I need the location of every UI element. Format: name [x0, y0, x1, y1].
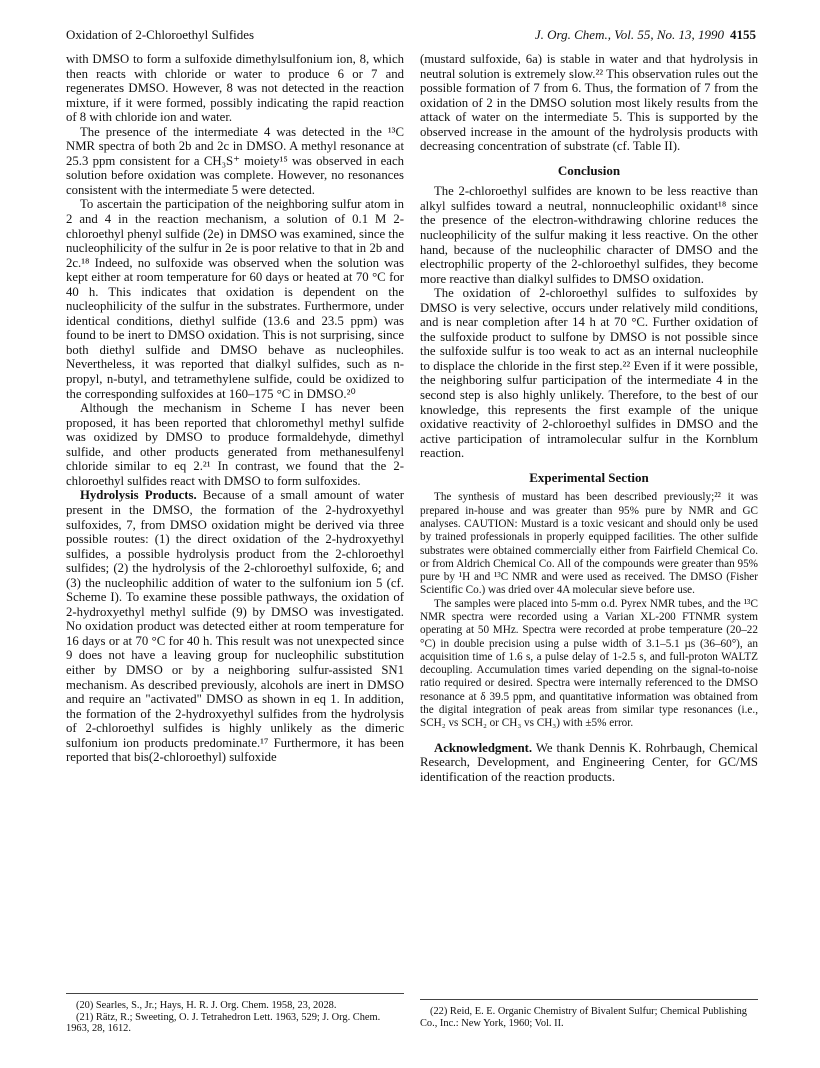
- paragraph: Although the mechanism in Scheme I has never been proposed, it has been reported that chloromethyl methyl sulfide was oxidized by DMSO to produce formaldehyde, dimethyl sulfide, and other products generated from methanesulfenyl chloride similar to eq 2.²¹ In contrast, we found that the 2-chloroethyl sulfides react with DMSO to form sulfoxides.: [66, 401, 404, 488]
- journal-citation-header: [535, 27, 756, 43]
- paragraph: The samples were placed into 5-mm o.d. Pyrex NMR tubes, and the ¹³C NMR spectra were recorded using a Varian XL-200 FTNMR system operating at 50 MHz. Spectra were recorded at probe temperature (20–22 °C) in double precision using a pulse width of 3.1–5.1 µs (36–60°), an acquisition time of 1.6 s, a pulse delay of 1-2.5 s, and full-proton WALTZ decoupling. Accumulation times varied depending on the signal-to-noise ratio required or desired. Spectra were internally referenced to the DMSO resonance at δ 39.5 ppm, and quantitative information was obtained from the digital integration of peak areas from similar type resonances (i.e., SCH₂ vs SCH₂ or CH₃ vs CH₃) with ±5% error.: [420, 597, 758, 730]
- footnote: (21) Rätz, R.; Sweeting, O. J. Tetrahedron Lett. 1963, 529; J. Org. Chem. 1963, 28, 1612.: [66, 1011, 381, 1034]
- journal-name: J. Org. Chem., Vol. 55, No. 13, 1990: [534, 27, 724, 42]
- paragraph-text: Because of a small amount of water present in the DMSO, the formation of the 2-hydroxyethyl sulfoxides, 7, from DMSO oxidation might be derived via three possible routes: (1) the direct oxidation of the 2-hydroxyethyl sulfides, a possible hydrolysis product from the 2-chloroethyl sulfides; (2) the hydrolysis of the 2-chloroethyl sulfoxide, 6; and (3) the nucleophilic addition of water to the sulfonium ion 5 (cf. Scheme I). To examine these possible pathways, the oxidation of 2-hydroxyethyl methyl sulfide (9) by DMSO was investigated. No oxidation product was detected either at room temperature for 16 days or at 70 °C for 40 h. This result was not unexpected since 9 does not have a leaving group for nucleophilic substitution either by DMSO or by a neighboring sulfur-assisted SN1 mechanism. As described previously, alcohols are inert in DMSO and require an "activated" DMSO as shown in eq 1. In addition, the formation of the 2-hydroxyethyl sulfides from the hydrolysis of 2-chloroethyl sulfides is highly unlikely as the dimeric sulfonium ion products predominate.¹⁷ Furthermore, it has been reported that bis(2-chloroethyl) sulfoxide: [66, 488, 404, 765]
- page-number: 4155: [730, 27, 756, 42]
- left-column: [66, 52, 404, 765]
- right-column: [420, 52, 758, 784]
- section-run-in-heading: Hydrolysis Products.: [80, 488, 197, 503]
- paragraph: with DMSO to form a sulfoxide dimethylsulfonium ion, 8, which then reacts with chloride or water to produce 6 or 7 and regenerates DMSO. However, 8 was not detected in the reaction mixture, if it were formed, possibly indicating the rapid reaction of 8 with chloride ion and water.: [66, 52, 404, 125]
- paragraph: The 2-chloroethyl sulfides are known to be less reactive than alkyl sulfides toward a neutral, nonnucleophilic oxidant¹⁸ since the presence of the electron-withdrawing chlorine reduces the nucleophilicity of the sulfur making it less reactive. On the other hand, because of the nucleophilic character of DMSO and the electrophilic property of the 2-chloroethyl sulfides, they become more reactive than dialkyl sulfides to DMSO oxidation.: [420, 184, 758, 286]
- acknowledgment-paragraph: [420, 741, 758, 785]
- footnote: (20) Searles, S., Jr.; Hays, H. R. J. Org. Chem. 1958, 23, 2028.: [76, 1000, 337, 1011]
- paragraph: The synthesis of mustard has been described previously;²² it was prepared in-house and was greater than 95% pure by NMR and GC analyses. CAUTION: Mustard is a toxic vesicant and should only be used by trained professionals in properly equipped facilities. The other sulfide substrates were obtained commercially either from Fairfield Chemical Co. or from Aldrich Chemical Co. All of the compounds were greater than 95% pure by ¹H and ¹³C NMR and were used as received. The DMSO (Fisher Scientific Co.) was dried over 4A molecular sieve before use.: [420, 491, 758, 597]
- hydrolysis-paragraph: [66, 488, 404, 764]
- paragraph-text: We thank Dennis K. Rohrbaugh, Chemical Research, Development, and Engineering Center, for GC/MS identification of the reaction products.: [420, 740, 758, 784]
- paragraph: To ascertain the participation of the neighboring sulfur atom in 2 and 4 in the reaction mechanism, a solution of 0.1 M 2-chloroethyl phenyl sulfide (2e) in DMSO was examined, since the nucleophilicity of the sulfur in 2e is poor relative to that in 2b and 2c.¹⁸ Indeed, no sulfoxide was observed when the solution was kept either at room temperature for 60 days or heated at 70 °C for 40 h. This indicates that oxidation is dependent on the nucleophilicity of the sulfur in the substrates. Furthermore, under identical conditions, diethyl sulfide (13.6 and 23.5 ppm) was found to be inert to DMSO oxidation. This is not surprising, since both diethyl sulfide and DMSO behave as nucleophiles. Nevertheless, it was reported that dialkyl sulfides, such as n-propyl, n-butyl, and tetramethylene sulfide, could be oxidized to the corresponding sulfoxides at 160–175 °C in DMSO.²⁰: [66, 197, 404, 401]
- running-title: Oxidation of 2-Chloroethyl Sulfides: [66, 27, 255, 42]
- conclusion-heading: Conclusion: [557, 162, 621, 178]
- footnote: (22) Reid, E. E. Organic Chemistry of Bivalent Sulfur; Chemical Publishing Co., Inc.: New York, 1960; Vol. II.: [420, 1006, 747, 1029]
- acknowledgment-heading: Acknowledgment.: [434, 740, 533, 755]
- footnotes-right: [420, 999, 758, 1029]
- paragraph: The oxidation of 2-chloroethyl sulfides to sulfoxides by DMSO is very selective, occurs under relatively mild conditions, and is near completion after 14 h at 70 °C. Further oxidation of the sulfoxide product to sulfone by DMSO is not possible since the sulfoxide sulfur is too weak to act as an internal nucleophile to displace the chloride in the first step.²² Even if it were possible, the neighboring sulfur participation of the intermediate 4 in the second step is also highly unlikely. Therefore, to the best of our knowledge, this represents the first example of the unique oxidative reactivity of 2-chloroethyl sulfides in DMSO and the active participation of intramolecular sulfur in the Kornblum reaction.: [420, 286, 758, 461]
- experimental-heading: Experimental Section: [529, 469, 649, 485]
- footnotes-left: [66, 993, 404, 1035]
- paragraph: (mustard sulfoxide, 6a) is stable in water and that hydrolysis in neutral solution is extremely slow.²² This observation rules out the possible formation of 7 from 6. Thus, the formation of 7 from the oxidation of 2 in the DMSO solution most likely results from the attack of water on the intermediate 5. This is supported by the observed increase in the amount of the hydrolysis products with decreasing concentration of substrate (cf. Table II).: [420, 52, 758, 154]
- paragraph: The presence of the intermediate 4 was detected in the ¹³C NMR spectra of both 2b and 2c in DMSO. A methyl resonance at 25.3 ppm consistent for a CH₃S⁺ moiety¹⁵ was observed in each solution before oxidation was complete. However, no resonances consistent with the intermediate 5 were detected.: [66, 124, 404, 197]
- experimental-text: [420, 491, 758, 730]
